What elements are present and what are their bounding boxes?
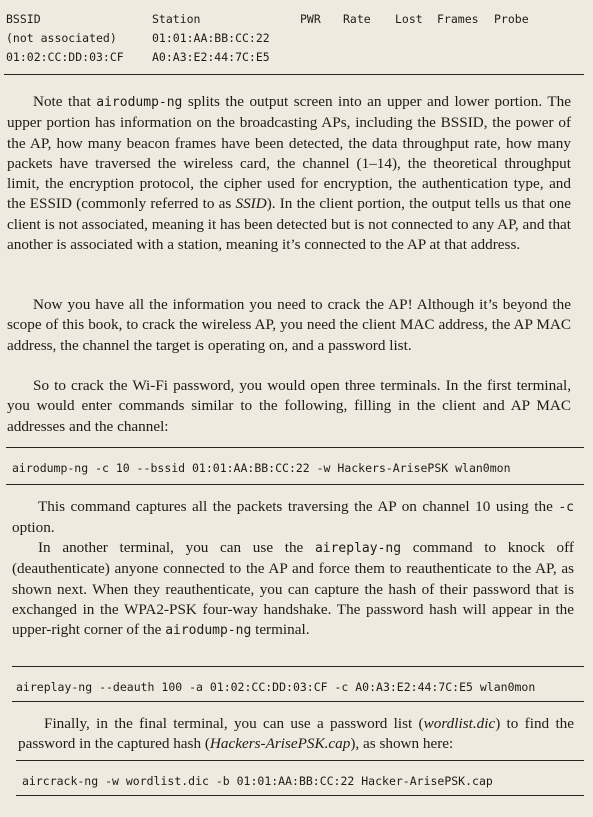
code-aireplay-command: aireplay-ng --deauth 100 -a 01:02:CC:DD:03:CF -c A0:A3:E2:44:7C:E5 wlan0mon <box>16 680 536 694</box>
code-aircrack-command: aircrack-ng -w wordlist.dic -b 01:01:AA:BB:CC:22 Hacker-ArisePSK.cap <box>22 774 493 788</box>
paragraph-information: Now you have all the information you need to crack the AP! Although it’s beyond the scope of this book, to crack the wireless AP, you need the client MAC address, the AP MAC address, the channel the target is operating on, and a password list. <box>7 296 571 354</box>
paragraph-three-terminals: So to crack the Wi-Fi password, you would open three terminals. In the first terminal, you would enter commands similar to the following, filling in the client and AP MAC addresses and the channel: <box>7 377 571 435</box>
code-block-bottom-rule <box>16 795 584 796</box>
header-frames: Frames <box>437 12 479 26</box>
code-block-bottom-rule <box>12 701 584 702</box>
row-bssid: 01:02:CC:DD:03:CF <box>6 50 124 64</box>
paragraph-capture: This command captures all the packets traversing the AP on channel 10 using the -c option. <box>12 498 574 537</box>
header-bssid: BSSID <box>6 12 41 26</box>
header-lost: Lost <box>395 12 423 26</box>
code-block-top-rule <box>6 447 584 448</box>
code-block-top-rule <box>12 666 584 667</box>
paragraph-airodump-description: Note that airodump-ng splits the output screen into an upper and lower portion. The upper portion has information on the broadcasting APs, including the BSSID, the power of the AP, how many beacon frames have been detected, the data throughput rate, how many packets have traversed the wireless card, the channel (1–14), the theoretical throughput limit, the encryption protocol, the cipher used for encryption, the authentication type, and the ESSID (commonly referred to as SSID). In the client portion, the output tells us that one client is not associated, meaning it has been detected but is not connected to any AP, and that another is associated with a station, meaning it’s connected to the AP at that address. <box>7 93 572 254</box>
header-probe: Probe <box>494 12 529 26</box>
table-header-row <box>6 12 586 26</box>
header-pwr: PWR <box>300 12 321 26</box>
table-bottom-rule <box>4 74 584 75</box>
code-block-top-rule <box>16 760 584 761</box>
row-station: 01:01:AA:BB:CC:22 <box>152 31 270 45</box>
header-station: Station <box>152 12 201 26</box>
code-block-bottom-rule <box>6 484 584 485</box>
table-row <box>6 31 586 45</box>
row-bssid: (not associated) <box>6 31 117 45</box>
paragraph-aircrack: Finally, in the final terminal, you can use a password list (wordlist.dic) to find the password in the captured hash (Hackers-ArisePSK.cap), as shown here: <box>18 715 574 753</box>
paragraph-aireplay: In another terminal, you can use the aireplay-ng command to knock off (deauthenticate) anyone connected to the AP and force them to reauthenticate to the AP, as shown next. When they reauthenticate, you can capture the hash of their password that is exchanged in the WPA2-PSK four-way handshake. The password hash will appear in the upper-right corner of the airodump-ng terminal. <box>12 539 574 639</box>
table-row <box>6 50 586 64</box>
row-station: A0:A3:E2:44:7C:E5 <box>152 50 270 64</box>
header-rate: Rate <box>343 12 371 26</box>
code-airodump-command: airodump-ng -c 10 --bssid 01:01:AA:BB:CC:22 -w Hackers-ArisePSK wlan0mon <box>12 461 511 475</box>
